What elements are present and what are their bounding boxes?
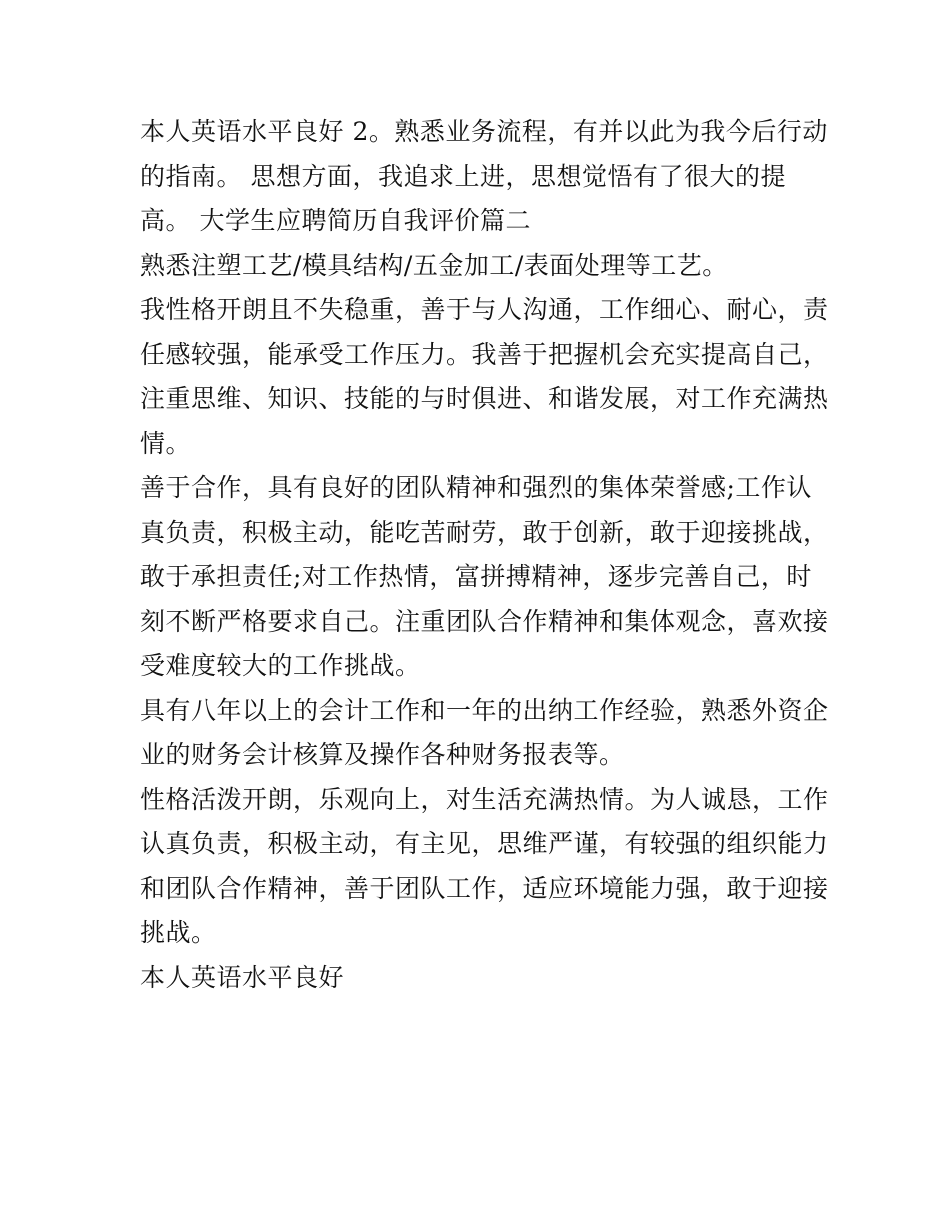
text-line: 受难度较大的工作挑战。 (140, 651, 421, 680)
text-line: 善于合作，具有良好的团队精神和强烈的集体荣誉感;工作认 (140, 473, 812, 502)
text-line: 注重思维、知识、技能的与时俱进、和谐发展，对工作充满热 (140, 384, 829, 413)
text-line: 和团队合作精神，善于团队工作，适应环境能力强，敢于迎接 (140, 873, 829, 903)
document-body (140, 110, 829, 1000)
text-line: 具有八年以上的会计工作和一年的出纳工作经验，熟悉外资企 (140, 695, 829, 725)
text-line: 我性格开朗且不失稳重，善于与人沟通，工作细心、耐心，责 (140, 295, 829, 324)
text-line: 认真负责，积极主动，有主见，思维严谨，有较强的组织能力 (140, 829, 829, 858)
text-line: 真负责，积极主动，能吃苦耐劳，敢于创新，敢于迎接挑战， (140, 517, 829, 547)
text-line: 本人英语水平良好 (140, 962, 345, 992)
text-line: 挑战。 (140, 918, 217, 947)
text-line: 情。 (140, 428, 192, 458)
text-line: 敢于承担责任;对工作热情，富拼搏精神，逐步完善自己，时 (140, 562, 812, 591)
text-line: 任感较强，能承受工作压力。我善于把握机会充实提高自己， (140, 339, 829, 369)
text-line: 高。 大学生应聘简历自我评价篇二 (140, 206, 531, 235)
text-line: 性格活泼开朗，乐观向上，对生活充满热情。为人诚恳，工作 (140, 784, 829, 814)
text-line: 刻不断严格要求自己。注重团队合作精神和集体观念，喜欢接 (140, 606, 829, 636)
text-line: 熟悉注塑工艺/模具结构/五金加工/表面处理等工艺。 (140, 250, 728, 280)
text-line: 业的财务会计核算及操作各种财务报表等。 (140, 740, 625, 769)
text-line: 本人英语水平良好 2。熟悉业务流程，有并以此为我今后行动 (140, 117, 828, 146)
text-line: 的指南。 思想方面，我追求上进，思想觉悟有了很大的提 (140, 161, 786, 191)
